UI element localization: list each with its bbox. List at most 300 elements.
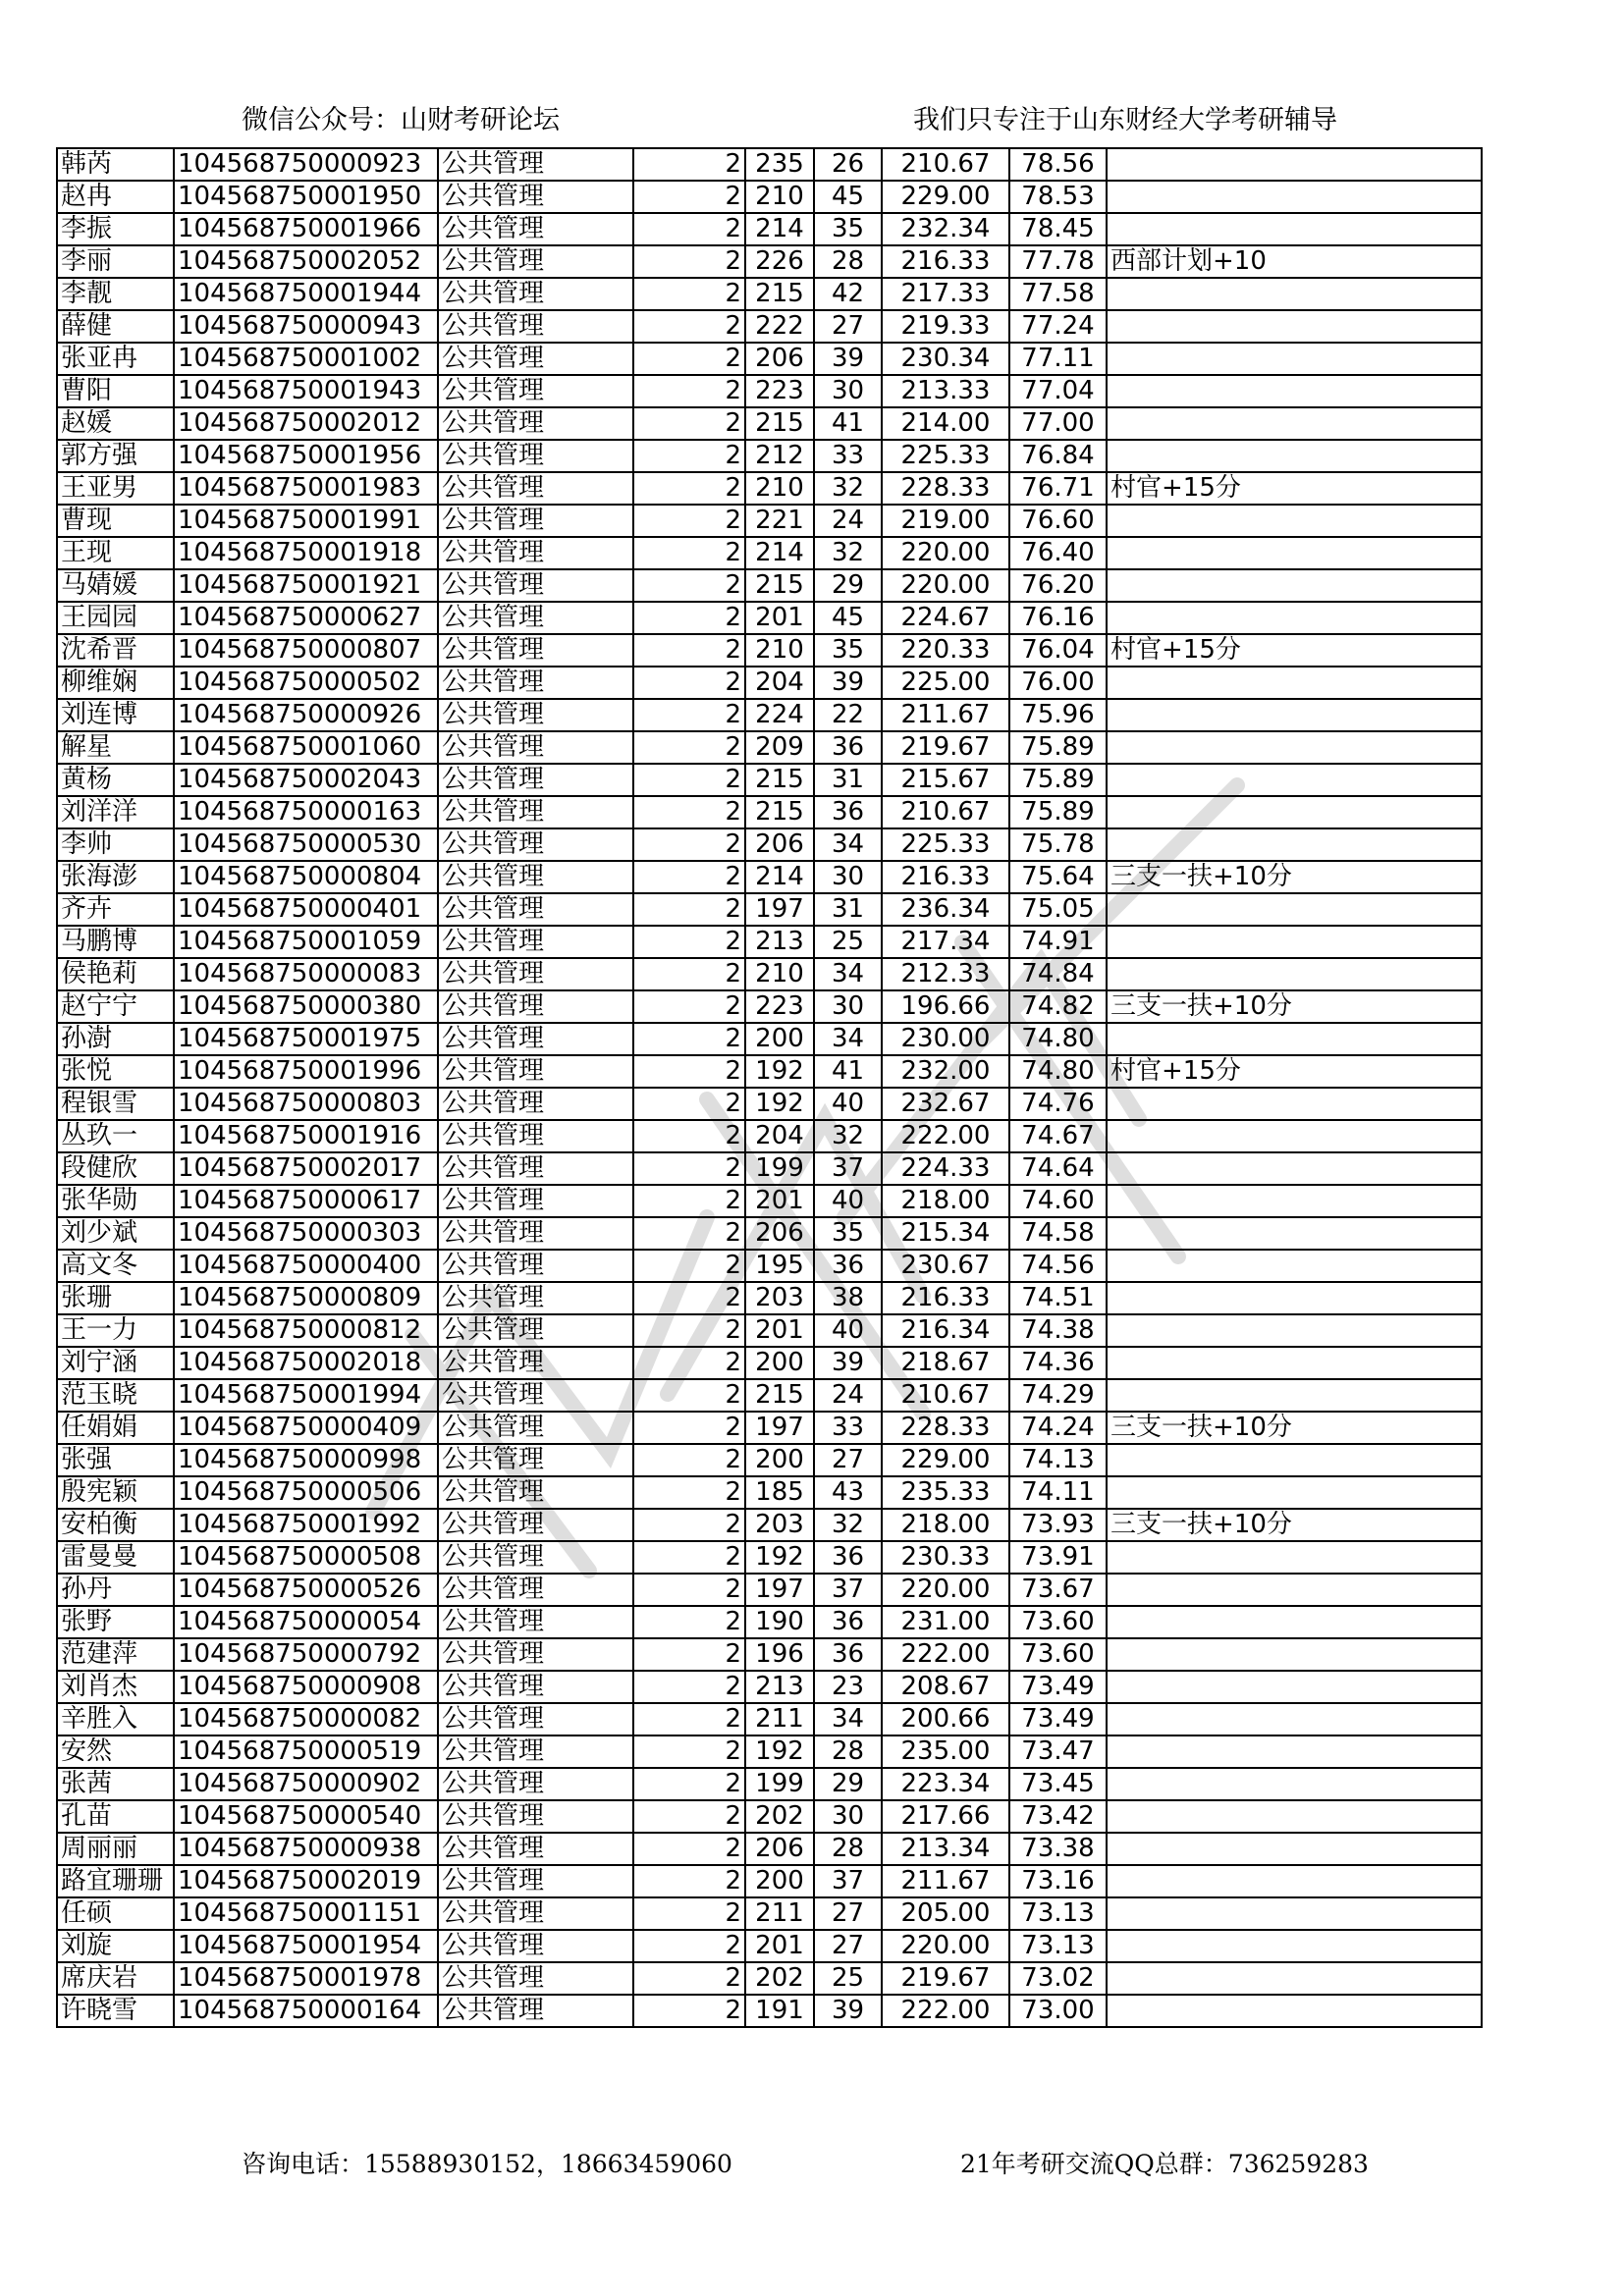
cell-category: 2 — [633, 278, 745, 310]
cell-score-c: 200.66 — [882, 1703, 1009, 1735]
cell-exam-id: 104568750001991 — [174, 505, 438, 537]
cell-exam-id: 104568750001954 — [174, 1930, 438, 1962]
table-row — [57, 505, 1482, 537]
cell-total: 76.20 — [1009, 569, 1107, 602]
cell-score-c: 211.67 — [882, 699, 1009, 731]
cell-score-b: 39 — [814, 343, 882, 375]
cell-major: 公共管理 — [438, 828, 633, 861]
cell-exam-id: 104568750000502 — [174, 667, 438, 699]
cell-score-b: 38 — [814, 1282, 882, 1314]
cell-exam-id: 104568750000617 — [174, 1185, 438, 1217]
cell-score-c: 229.00 — [882, 181, 1009, 213]
cell-remark — [1107, 1930, 1482, 1962]
cell-score-c: 222.00 — [882, 1120, 1009, 1152]
table-body — [57, 148, 1482, 2027]
cell-exam-id: 104568750000926 — [174, 699, 438, 731]
cell-total: 74.84 — [1009, 958, 1107, 990]
table-row — [57, 893, 1482, 926]
cell-remark: 三支一扶+10分 — [1107, 861, 1482, 893]
cell-exam-id: 104568750001944 — [174, 278, 438, 310]
cell-category: 2 — [633, 213, 745, 245]
cell-total: 76.84 — [1009, 440, 1107, 472]
cell-score-b: 27 — [814, 1930, 882, 1962]
cell-category: 2 — [633, 569, 745, 602]
cell-exam-id: 104568750002043 — [174, 764, 438, 796]
cell-score-b: 33 — [814, 1412, 882, 1444]
cell-major: 公共管理 — [438, 1800, 633, 1833]
cell-score-c: 215.67 — [882, 764, 1009, 796]
cell-remark — [1107, 796, 1482, 828]
cell-major: 公共管理 — [438, 1962, 633, 1995]
table-row — [57, 1412, 1482, 1444]
cell-major: 公共管理 — [438, 958, 633, 990]
cell-name: 马婧媛 — [57, 569, 174, 602]
cell-major: 公共管理 — [438, 343, 633, 375]
cell-major: 公共管理 — [438, 1412, 633, 1444]
cell-category: 2 — [633, 634, 745, 667]
cell-score-b: 45 — [814, 602, 882, 634]
cell-remark — [1107, 537, 1482, 569]
cell-total: 76.60 — [1009, 505, 1107, 537]
cell-total: 73.91 — [1009, 1541, 1107, 1574]
cell-name: 张亚冉 — [57, 343, 174, 375]
cell-remark: 村官+15分 — [1107, 1055, 1482, 1088]
cell-category: 2 — [633, 796, 745, 828]
cell-exam-id: 104568750002052 — [174, 245, 438, 278]
cell-score-c: 228.33 — [882, 472, 1009, 505]
cell-major: 公共管理 — [438, 667, 633, 699]
cell-exam-id: 104568750000943 — [174, 310, 438, 343]
cell-score-b: 39 — [814, 667, 882, 699]
cell-score-b: 36 — [814, 1606, 882, 1638]
cell-major: 公共管理 — [438, 1088, 633, 1120]
cell-category: 2 — [633, 1671, 745, 1703]
cell-name: 王现 — [57, 537, 174, 569]
cell-score-a: 197 — [745, 893, 814, 926]
cell-major: 公共管理 — [438, 1476, 633, 1509]
cell-total: 77.11 — [1009, 343, 1107, 375]
cell-major: 公共管理 — [438, 602, 633, 634]
cell-score-b: 32 — [814, 537, 882, 569]
cell-exam-id: 104568750000807 — [174, 634, 438, 667]
cell-score-a: 200 — [745, 1347, 814, 1379]
cell-exam-id: 104568750000530 — [174, 828, 438, 861]
cell-score-b: 36 — [814, 1638, 882, 1671]
cell-score-a: 201 — [745, 1930, 814, 1962]
cell-total: 73.13 — [1009, 1897, 1107, 1930]
cell-score-c: 216.33 — [882, 245, 1009, 278]
cell-score-b: 40 — [814, 1088, 882, 1120]
cell-major: 公共管理 — [438, 1897, 633, 1930]
cell-score-c: 219.00 — [882, 505, 1009, 537]
cell-category: 2 — [633, 764, 745, 796]
cell-remark — [1107, 278, 1482, 310]
cell-score-c: 219.67 — [882, 1962, 1009, 1995]
cell-score-c: 214.00 — [882, 407, 1009, 440]
cell-remark — [1107, 440, 1482, 472]
cell-exam-id: 104568750001994 — [174, 1379, 438, 1412]
cell-score-b: 34 — [814, 1023, 882, 1055]
cell-name: 曹现 — [57, 505, 174, 537]
table-row — [57, 1152, 1482, 1185]
cell-category: 2 — [633, 245, 745, 278]
cell-score-c: 210.67 — [882, 796, 1009, 828]
cell-score-a: 221 — [745, 505, 814, 537]
cell-score-c: 224.33 — [882, 1152, 1009, 1185]
cell-name: 范玉晓 — [57, 1379, 174, 1412]
cell-total: 77.78 — [1009, 245, 1107, 278]
cell-score-a: 201 — [745, 1314, 814, 1347]
cell-major: 公共管理 — [438, 1541, 633, 1574]
table-row — [57, 245, 1482, 278]
cell-total: 73.49 — [1009, 1671, 1107, 1703]
cell-score-a: 210 — [745, 472, 814, 505]
table-row — [57, 1120, 1482, 1152]
table-row — [57, 796, 1482, 828]
footer-left-text: 咨询电话：15588930152，18663459060 — [242, 2150, 732, 2178]
cell-score-b: 43 — [814, 1476, 882, 1509]
cell-exam-id: 104568750000908 — [174, 1671, 438, 1703]
cell-remark — [1107, 1347, 1482, 1379]
cell-total: 74.91 — [1009, 926, 1107, 958]
cell-major: 公共管理 — [438, 181, 633, 213]
cell-score-b: 45 — [814, 181, 882, 213]
cell-category: 2 — [633, 1185, 745, 1217]
cell-name: 侯艳莉 — [57, 958, 174, 990]
cell-score-a: 200 — [745, 1444, 814, 1476]
cell-major: 公共管理 — [438, 213, 633, 245]
table-row — [57, 1023, 1482, 1055]
cell-total: 75.89 — [1009, 731, 1107, 764]
cell-remark: 村官+15分 — [1107, 472, 1482, 505]
cell-major: 公共管理 — [438, 731, 633, 764]
cell-exam-id: 104568750001975 — [174, 1023, 438, 1055]
table-row — [57, 1379, 1482, 1412]
cell-name: 马鹏博 — [57, 926, 174, 958]
cell-exam-id: 104568750000803 — [174, 1088, 438, 1120]
cell-category: 2 — [633, 310, 745, 343]
cell-name: 段健欣 — [57, 1152, 174, 1185]
table-row — [57, 1735, 1482, 1768]
cell-name: 许晓雪 — [57, 1995, 174, 2027]
table-row — [57, 1185, 1482, 1217]
cell-major: 公共管理 — [438, 278, 633, 310]
cell-exam-id: 104568750001992 — [174, 1509, 438, 1541]
cell-score-b: 39 — [814, 1995, 882, 2027]
cell-exam-id: 104568750000540 — [174, 1800, 438, 1833]
cell-score-a: 190 — [745, 1606, 814, 1638]
cell-name: 郭方强 — [57, 440, 174, 472]
cell-category: 2 — [633, 861, 745, 893]
cell-total: 73.38 — [1009, 1833, 1107, 1865]
cell-exam-id: 104568750000519 — [174, 1735, 438, 1768]
table-row — [57, 1638, 1482, 1671]
cell-remark — [1107, 505, 1482, 537]
cell-name: 王一力 — [57, 1314, 174, 1347]
cell-score-a: 214 — [745, 537, 814, 569]
cell-score-a: 203 — [745, 1509, 814, 1541]
cell-name: 赵宁宁 — [57, 990, 174, 1023]
cell-major: 公共管理 — [438, 1735, 633, 1768]
cell-score-a: 223 — [745, 990, 814, 1023]
table-row — [57, 699, 1482, 731]
cell-major: 公共管理 — [438, 1379, 633, 1412]
cell-major: 公共管理 — [438, 1995, 633, 2027]
cell-score-a: 206 — [745, 828, 814, 861]
cell-score-a: 197 — [745, 1412, 814, 1444]
cell-major: 公共管理 — [438, 1023, 633, 1055]
cell-category: 2 — [633, 1735, 745, 1768]
cell-major: 公共管理 — [438, 1833, 633, 1865]
footer-right-text: 21年考研交流QQ总群：736259283 — [960, 2150, 1369, 2178]
cell-remark — [1107, 828, 1482, 861]
cell-exam-id: 104568750002018 — [174, 1347, 438, 1379]
cell-remark — [1107, 1671, 1482, 1703]
cell-category: 2 — [633, 1379, 745, 1412]
cell-name: 雷曼曼 — [57, 1541, 174, 1574]
cell-exam-id: 104568750000303 — [174, 1217, 438, 1250]
cell-major: 公共管理 — [438, 1574, 633, 1606]
cell-score-c: 230.67 — [882, 1250, 1009, 1282]
cell-exam-id: 104568750001956 — [174, 440, 438, 472]
table-row — [57, 148, 1482, 181]
cell-total: 74.56 — [1009, 1250, 1107, 1282]
cell-total: 73.45 — [1009, 1768, 1107, 1800]
cell-name: 张海澎 — [57, 861, 174, 893]
cell-exam-id: 104568750000083 — [174, 958, 438, 990]
cell-major: 公共管理 — [438, 375, 633, 407]
table-row — [57, 731, 1482, 764]
cell-major: 公共管理 — [438, 699, 633, 731]
cell-score-a: 206 — [745, 343, 814, 375]
cell-score-c: 215.34 — [882, 1217, 1009, 1250]
cell-score-a: 206 — [745, 1833, 814, 1865]
table-row — [57, 1314, 1482, 1347]
cell-score-a: 192 — [745, 1735, 814, 1768]
table-row — [57, 375, 1482, 407]
cell-score-b: 30 — [814, 990, 882, 1023]
header-right-text: 我们只专注于山东财经大学考研辅导 — [913, 105, 1337, 135]
cell-major: 公共管理 — [438, 1509, 633, 1541]
table-row — [57, 310, 1482, 343]
cell-exam-id: 104568750001950 — [174, 181, 438, 213]
cell-major: 公共管理 — [438, 505, 633, 537]
cell-score-b: 27 — [814, 310, 882, 343]
cell-score-c: 235.33 — [882, 1476, 1009, 1509]
table-row — [57, 407, 1482, 440]
cell-major: 公共管理 — [438, 1347, 633, 1379]
cell-total: 74.80 — [1009, 1023, 1107, 1055]
cell-major: 公共管理 — [438, 1217, 633, 1250]
cell-exam-id: 104568750001059 — [174, 926, 438, 958]
cell-exam-id: 104568750000163 — [174, 796, 438, 828]
cell-total: 73.93 — [1009, 1509, 1107, 1541]
cell-name: 刘肖杰 — [57, 1671, 174, 1703]
cell-exam-id: 104568750001151 — [174, 1897, 438, 1930]
cell-score-a: 192 — [745, 1541, 814, 1574]
cell-remark — [1107, 1152, 1482, 1185]
cell-score-b: 37 — [814, 1574, 882, 1606]
cell-name: 范建萍 — [57, 1638, 174, 1671]
cell-remark — [1107, 958, 1482, 990]
cell-exam-id: 104568750000809 — [174, 1282, 438, 1314]
cell-total: 74.13 — [1009, 1444, 1107, 1476]
cell-category: 2 — [633, 440, 745, 472]
cell-name: 赵媛 — [57, 407, 174, 440]
cell-score-c: 230.00 — [882, 1023, 1009, 1055]
cell-total: 77.24 — [1009, 310, 1107, 343]
cell-category: 2 — [633, 1541, 745, 1574]
cell-total: 74.29 — [1009, 1379, 1107, 1412]
cell-remark: 三支一扶+10分 — [1107, 990, 1482, 1023]
cell-score-a: 202 — [745, 1962, 814, 1995]
cell-score-b: 31 — [814, 764, 882, 796]
cell-name: 张强 — [57, 1444, 174, 1476]
cell-name: 张珊 — [57, 1282, 174, 1314]
cell-name: 孙澍 — [57, 1023, 174, 1055]
cell-major: 公共管理 — [438, 861, 633, 893]
cell-name: 路宜珊珊 — [57, 1865, 174, 1897]
cell-score-b: 36 — [814, 1541, 882, 1574]
cell-name: 高文冬 — [57, 1250, 174, 1282]
cell-score-c: 230.33 — [882, 1541, 1009, 1574]
cell-score-b: 36 — [814, 731, 882, 764]
cell-name: 任娟娟 — [57, 1412, 174, 1444]
table-row — [57, 1897, 1482, 1930]
cell-total: 74.51 — [1009, 1282, 1107, 1314]
table-row — [57, 1217, 1482, 1250]
cell-exam-id: 104568750001978 — [174, 1962, 438, 1995]
cell-category: 2 — [633, 828, 745, 861]
cell-remark — [1107, 667, 1482, 699]
cell-score-b: 23 — [814, 1671, 882, 1703]
cell-name: 刘旋 — [57, 1930, 174, 1962]
cell-score-b: 25 — [814, 1962, 882, 1995]
cell-remark — [1107, 1800, 1482, 1833]
table-row — [57, 1541, 1482, 1574]
cell-score-b: 36 — [814, 796, 882, 828]
cell-major: 公共管理 — [438, 634, 633, 667]
cell-score-a: 185 — [745, 1476, 814, 1509]
cell-exam-id: 104568750000998 — [174, 1444, 438, 1476]
cell-score-b: 31 — [814, 893, 882, 926]
cell-total: 74.76 — [1009, 1088, 1107, 1120]
cell-score-c: 213.34 — [882, 1833, 1009, 1865]
cell-score-a: 192 — [745, 1055, 814, 1088]
cell-score-a: 201 — [745, 602, 814, 634]
cell-score-a: 211 — [745, 1703, 814, 1735]
cell-remark — [1107, 1735, 1482, 1768]
cell-remark — [1107, 731, 1482, 764]
cell-score-a: 196 — [745, 1638, 814, 1671]
cell-category: 2 — [633, 1930, 745, 1962]
cell-score-c: 228.33 — [882, 1412, 1009, 1444]
cell-score-c: 222.00 — [882, 1638, 1009, 1671]
table-row — [57, 569, 1482, 602]
cell-score-c: 231.00 — [882, 1606, 1009, 1638]
cell-major: 公共管理 — [438, 569, 633, 602]
cell-score-c: 212.33 — [882, 958, 1009, 990]
cell-remark — [1107, 699, 1482, 731]
table-row — [57, 634, 1482, 667]
cell-score-a: 224 — [745, 699, 814, 731]
cell-score-b: 36 — [814, 1250, 882, 1282]
cell-score-c: 224.67 — [882, 602, 1009, 634]
cell-score-a: 214 — [745, 213, 814, 245]
cell-exam-id: 104568750001916 — [174, 1120, 438, 1152]
cell-category: 2 — [633, 893, 745, 926]
cell-category: 2 — [633, 181, 745, 213]
cell-name: 王亚男 — [57, 472, 174, 505]
cell-major: 公共管理 — [438, 1120, 633, 1152]
cell-category: 2 — [633, 1250, 745, 1282]
table-row — [57, 1088, 1482, 1120]
cell-category: 2 — [633, 1800, 745, 1833]
cell-remark — [1107, 602, 1482, 634]
cell-score-c: 218.00 — [882, 1509, 1009, 1541]
cell-remark — [1107, 1833, 1482, 1865]
cell-score-c: 232.34 — [882, 213, 1009, 245]
table-row — [57, 1930, 1482, 1962]
cell-exam-id: 104568750001918 — [174, 537, 438, 569]
cell-score-c: 230.34 — [882, 343, 1009, 375]
cell-score-b: 24 — [814, 505, 882, 537]
cell-total: 74.67 — [1009, 1120, 1107, 1152]
table-row — [57, 764, 1482, 796]
cell-score-c: 217.34 — [882, 926, 1009, 958]
cell-remark — [1107, 343, 1482, 375]
cell-major: 公共管理 — [438, 926, 633, 958]
cell-remark: 西部计划+10 — [1107, 245, 1482, 278]
cell-score-a: 197 — [745, 1574, 814, 1606]
cell-remark — [1107, 1088, 1482, 1120]
cell-score-b: 30 — [814, 861, 882, 893]
cell-total: 77.00 — [1009, 407, 1107, 440]
cell-major: 公共管理 — [438, 148, 633, 181]
table-row — [57, 343, 1482, 375]
cell-remark — [1107, 213, 1482, 245]
cell-category: 2 — [633, 375, 745, 407]
cell-remark — [1107, 310, 1482, 343]
cell-score-a: 213 — [745, 1671, 814, 1703]
table-row — [57, 537, 1482, 569]
header-left-text: 微信公众号：山财考研论坛 — [242, 105, 560, 135]
cell-total: 74.24 — [1009, 1412, 1107, 1444]
cell-score-c: 219.33 — [882, 310, 1009, 343]
cell-exam-id: 104568750000401 — [174, 893, 438, 926]
cell-score-c: 236.34 — [882, 893, 1009, 926]
cell-major: 公共管理 — [438, 1930, 633, 1962]
cell-category: 2 — [633, 1444, 745, 1476]
cell-total: 73.00 — [1009, 1995, 1107, 2027]
cell-category: 2 — [633, 1217, 745, 1250]
cell-major: 公共管理 — [438, 472, 633, 505]
table-row — [57, 1833, 1482, 1865]
cell-category: 2 — [633, 1962, 745, 1995]
table-row — [57, 958, 1482, 990]
cell-score-a: 202 — [745, 1800, 814, 1833]
cell-total: 73.02 — [1009, 1962, 1107, 1995]
cell-remark — [1107, 926, 1482, 958]
cell-score-c: 205.00 — [882, 1897, 1009, 1930]
cell-score-a: 204 — [745, 667, 814, 699]
cell-score-c: 213.33 — [882, 375, 1009, 407]
table-row — [57, 278, 1482, 310]
cell-major: 公共管理 — [438, 1444, 633, 1476]
cell-remark — [1107, 1574, 1482, 1606]
cell-remark — [1107, 1379, 1482, 1412]
cell-category: 2 — [633, 1574, 745, 1606]
